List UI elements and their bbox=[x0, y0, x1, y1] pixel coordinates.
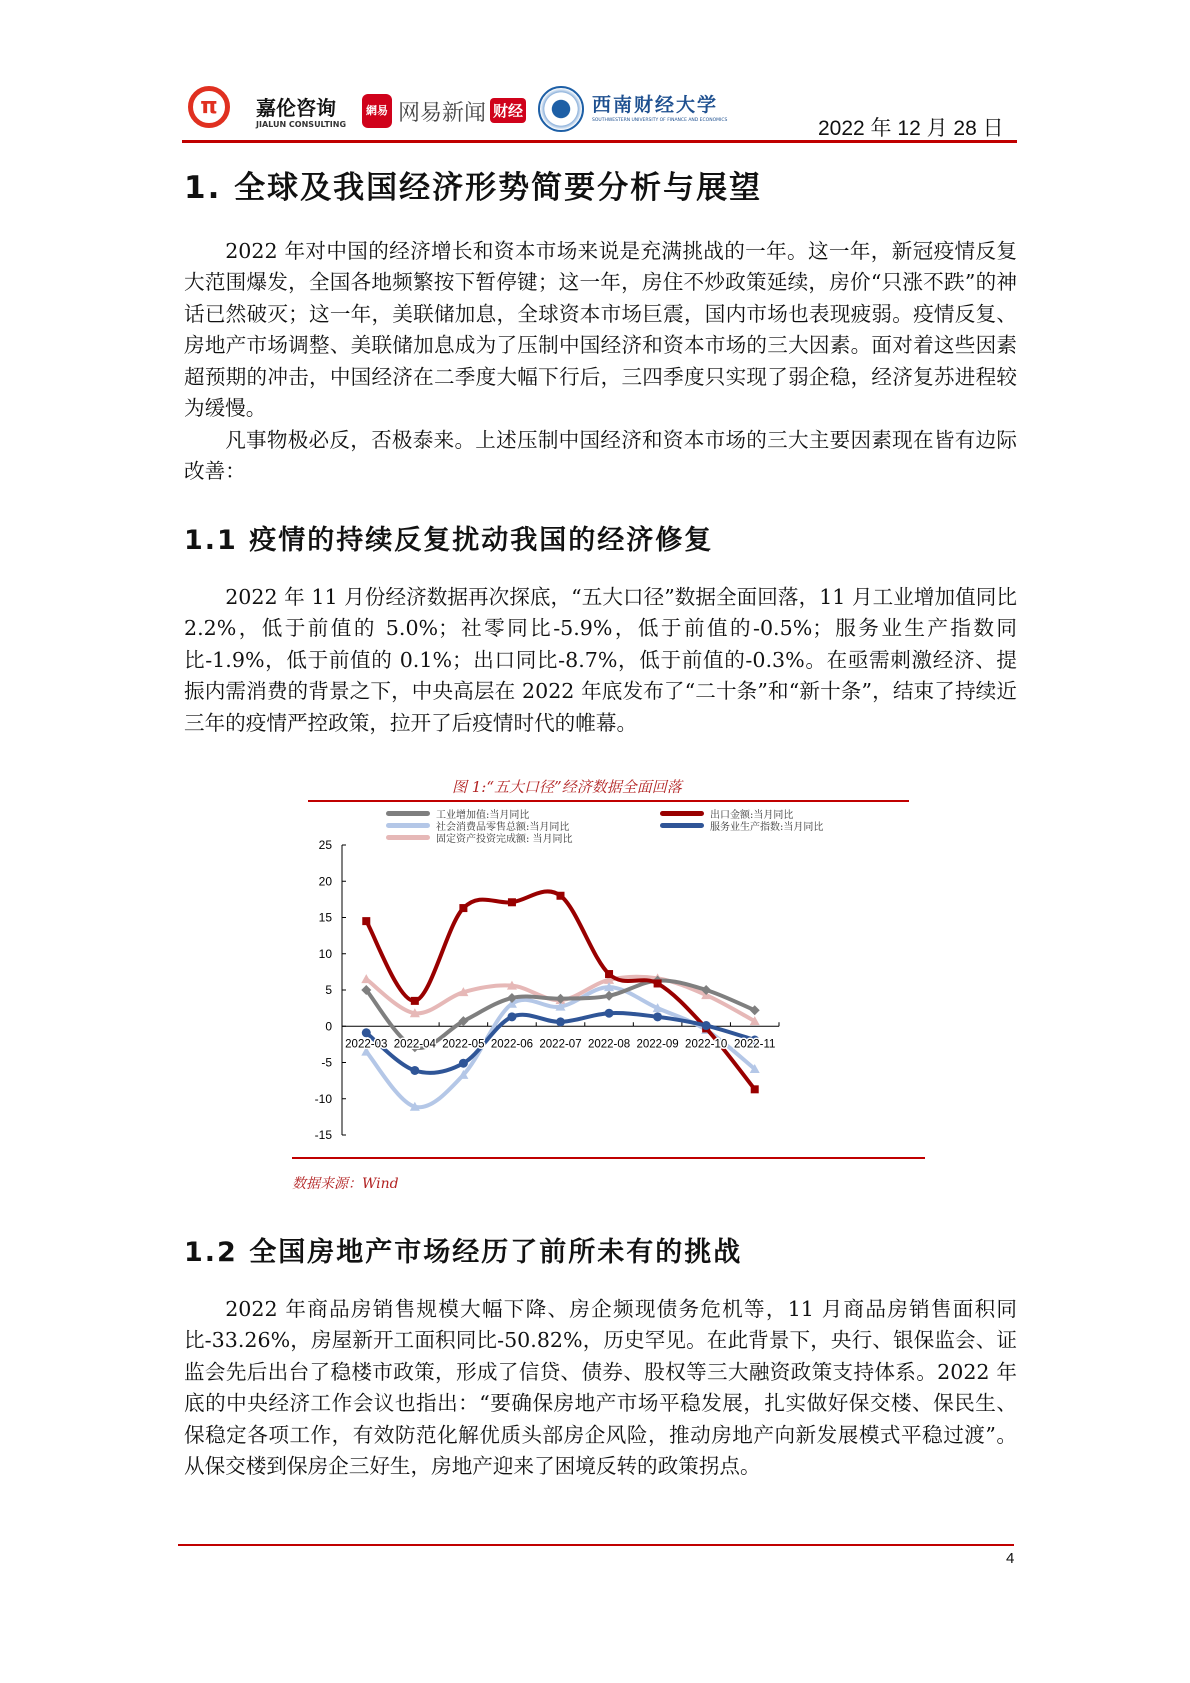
section-1-title: 1. 全球及我国经济形势简要分析与展望 bbox=[184, 170, 763, 206]
netease-text: 网易新闻 bbox=[398, 101, 487, 126]
y-tick-label: -10 bbox=[314, 1091, 332, 1106]
data-point bbox=[604, 991, 614, 1001]
y-tick-label: -15 bbox=[314, 1128, 332, 1142]
data-point bbox=[654, 979, 662, 987]
jialun-logo-mark-icon: π bbox=[188, 86, 230, 128]
data-point bbox=[702, 1021, 711, 1030]
figure-source: 数据来源：Wind bbox=[292, 1176, 399, 1192]
legend-label: 服务业生产指数:当月同比 bbox=[710, 822, 824, 833]
x-tick-label: 2022-10 bbox=[685, 1038, 728, 1051]
data-point bbox=[653, 1012, 662, 1021]
section-1-paragraph-2: 凡事物极必反，否极泰来。上述压制中国经济和资本市场的三大主要因素现在皆有边际改善： bbox=[184, 428, 1017, 484]
netease-finance-tag: 财经 bbox=[490, 98, 526, 123]
data-point bbox=[411, 997, 419, 1005]
section-1-1-title: 1.1 疫情的持续反复扰动我国的经济修复 bbox=[184, 525, 714, 556]
data-point bbox=[751, 1085, 759, 1093]
data-point bbox=[508, 898, 516, 906]
y-tick-label: 0 bbox=[325, 1019, 332, 1034]
x-tick-label: 2022-08 bbox=[587, 1038, 631, 1051]
x-tick-label: 2022-09 bbox=[636, 1038, 679, 1051]
netease-badge: 網易 bbox=[362, 94, 392, 128]
section-1-paragraph-1: 2022 年对中国的经济增长和资本市场来说是充满挑战的一年。这一年，新冠疫情反复大范围爆发，全国各地频繁按下暂停键；这一年，房住不炒政策延续，房价“只涨不跌”的神话已然破灭；这一年，美联储加息，全球资本市场巨震，国内市场也表现疲弱。疫情反复、房地产市场调整、美联储加息成为了压制中国经济和资本市场的三大因素。面对着这些因素超预期的冲击，中国经济在二季度大幅下行后，三四季度只实现了弱企稳，经济复苏进程较为缓慢。 bbox=[184, 239, 1017, 421]
legend-label: 工业增加值:当月同比 bbox=[436, 810, 530, 821]
data-point bbox=[605, 970, 613, 978]
data-point bbox=[605, 1009, 614, 1018]
x-tick-label: 2022-06 bbox=[490, 1038, 534, 1051]
data-point bbox=[459, 1059, 468, 1068]
legend-label: 固定资产投资完成额: 当月同比 bbox=[436, 834, 573, 845]
figure-caption: 图 1:“五大口径”经济数据全面回落 bbox=[452, 778, 682, 796]
jialun-logo-cn: 嘉伦咨询 bbox=[256, 96, 336, 120]
y-tick-label: 10 bbox=[318, 946, 332, 961]
legend-label: 出口金额:当月同比 bbox=[710, 810, 794, 821]
y-tick-label: 15 bbox=[318, 910, 332, 925]
y-tick-label: -5 bbox=[321, 1055, 332, 1070]
x-tick-label: 2022-07 bbox=[539, 1038, 582, 1051]
x-tick-label: 2022-04 bbox=[393, 1038, 436, 1051]
data-point bbox=[361, 974, 371, 983]
data-point bbox=[557, 892, 565, 900]
report-date: 2022 年 12 月 28 日 bbox=[818, 117, 1004, 140]
legend-label: 社会消费品零售总额:当月同比 bbox=[436, 822, 570, 833]
x-tick-label: 2022-11 bbox=[734, 1038, 776, 1051]
section-1-2-title: 1.2 全国房地产市场经历了前所未有的挑战 bbox=[184, 1237, 743, 1268]
x-tick-label: 2022-03 bbox=[345, 1038, 388, 1051]
y-tick-label: 25 bbox=[318, 838, 332, 852]
page-number: 4 bbox=[1006, 1550, 1015, 1567]
data-point bbox=[556, 1017, 565, 1026]
data-point bbox=[459, 904, 467, 912]
swufe-name-cn: 西南财经大学 bbox=[592, 94, 719, 116]
figure-bottom-rule bbox=[292, 1157, 925, 1159]
data-point bbox=[507, 1012, 516, 1021]
data-point bbox=[410, 1066, 419, 1075]
data-point bbox=[362, 917, 370, 925]
data-point bbox=[362, 1028, 371, 1037]
y-tick-label: 5 bbox=[325, 983, 332, 997]
y-tick-label: 20 bbox=[318, 874, 332, 889]
section-1-2-paragraph: 2022 年商品房销售规模大幅下降、房企频现债务危机等，11 月商品房销售面积同比-33.26%，房屋新开工面积同比-50.82%，历史罕见。在此背景下，央行、银保监会、证监会先后出台了稳楼市政策，形成了信贷、债券、股权等三大融资政策支持体系。2022 年底的中央经济工作会议也指出：“要确保房地产市场平稳发展，扎实做好保交楼、保民生、保稳定各项工作，有效防范化解优质头部房企风险，推动房地产向新发展模式平稳过渡”。从保交楼到保房企三好生，房地产迎来了困境反转的政策拐点。 bbox=[184, 1297, 1017, 1479]
swufe-name-en: SOUTHWESTERN UNIVERSITY OF FINANCE AND ECONOMICS bbox=[592, 118, 728, 123]
jialun-logo-en: JIALUN CONSULTING bbox=[256, 120, 347, 129]
x-tick-label: 2022-05 bbox=[442, 1038, 485, 1051]
section-1-1-paragraph: 2022 年 11 月份经济数据再次探底，“五大口径”数据全面回落，11 月工业增加值同比 2.2%，低于前值的 5.0%；社零同比-5.9%，低于前值的-0.5%；服务业生产指数同比-1.9%，低于前值的 0.1%；出口同比-8.7%，低于前值的-0.3%。在亟需刺激经济、提振内需消费的背景之下，中央高层在 2022 年底发布了“二十条”和“新十条”，结束了持续近三年的疫情严控政策，拉开了后疫情时代的帷幕。 bbox=[184, 585, 1017, 735]
footer-divider bbox=[178, 1544, 1014, 1546]
